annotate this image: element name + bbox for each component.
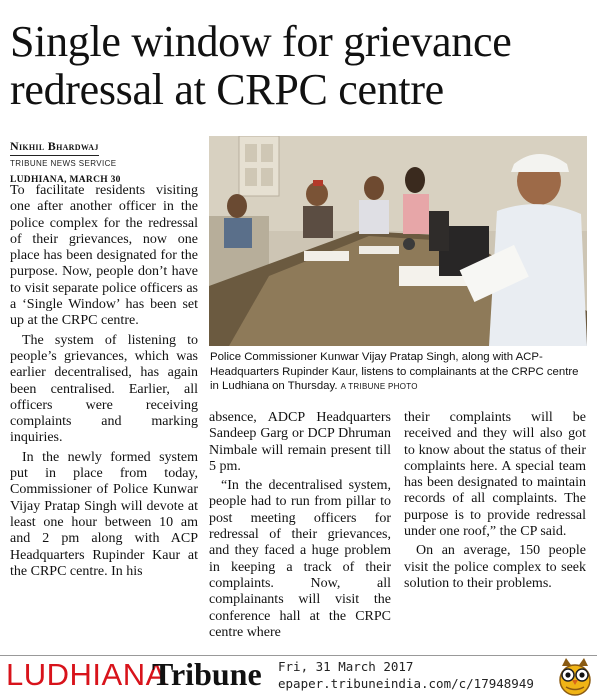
owl-mascot-icon xyxy=(556,656,594,696)
photo-caption xyxy=(210,350,588,395)
edition-city-logo: LUDHIANA xyxy=(6,657,167,692)
byline xyxy=(10,135,200,185)
newspaper-logo: Tribune xyxy=(152,656,262,692)
paragraph: their complaints will be received and they will also got to know about the status of their complaints here. A special team has been designated to maintain records of all complaints. The purpose is to provide redressal under one roof,” the CP said. xyxy=(404,410,586,540)
paragraph: The system of listening to people’s grievances, which was earlier decentralised, has again been centralised. Earlier, all officers were receiving complaints and marking inquiries. xyxy=(10,332,198,446)
caption-text: Police Commissioner Kunwar Vijay Pratap Singh, along with ACP-Headquarters Rupinder Kaur, listens to complainants at the CRPC centre in Ludhiana on Thursday. xyxy=(210,351,579,393)
headline-line-2: redressal at CRPC centre xyxy=(10,65,444,114)
epaper-url[interactable]: epaper.tribuneindia.com/c/17948949 xyxy=(278,676,534,691)
paragraph: To facilitate residents visiting one after another officer in the police complex for the redressal of their grievances, now one place has been designated for the purpose. Now, people don’t have to visit separate police officers as a ‘Single Window’ has been set up at the CRPC centre. xyxy=(10,183,198,329)
dateline: LUDHIANA, MARCH 30 xyxy=(10,175,121,185)
paragraph: “In the decentralised system, people had to run from pillar to post meeting officers for redressal of their grievances, and they faced a huge problem in keeping a track of their complaints. Now, all complainants will visit the conference hall at the CRPC centre where xyxy=(209,478,391,640)
article-column-1 xyxy=(10,183,198,580)
news-photo xyxy=(209,136,587,346)
headline xyxy=(10,18,590,114)
article-column-3 xyxy=(404,410,586,592)
photo-credit: A TRIBUNE PHOTO xyxy=(340,382,418,392)
news-service: TRIBUNE NEWS SERVICE xyxy=(10,159,117,168)
author-name: Nikhil Bhardwaj xyxy=(10,139,99,156)
paragraph: On an average, 150 people visit the police complex to seek solution to their problems. xyxy=(404,543,586,591)
paragraph: absence, ADCP Headquarters Sandeep Garg or DCP Dhruman Nimbale will remain present till 5 pm. xyxy=(209,410,391,474)
edition-date: Fri, 31 March 2017 xyxy=(278,659,414,674)
article-column-2 xyxy=(209,410,391,641)
paragraph: In the newly formed system put in place from today, Commissioner of Police Kunwar Vijay Pratap Singh will devote at least one hour between 10 am and 2 pm along with ACP Headquarters Rupinder Kaur at the CRPC centre. In his xyxy=(10,449,198,579)
headline-line-1: Single window for grievance xyxy=(10,17,512,66)
meeting-photo-illustration xyxy=(209,136,587,346)
